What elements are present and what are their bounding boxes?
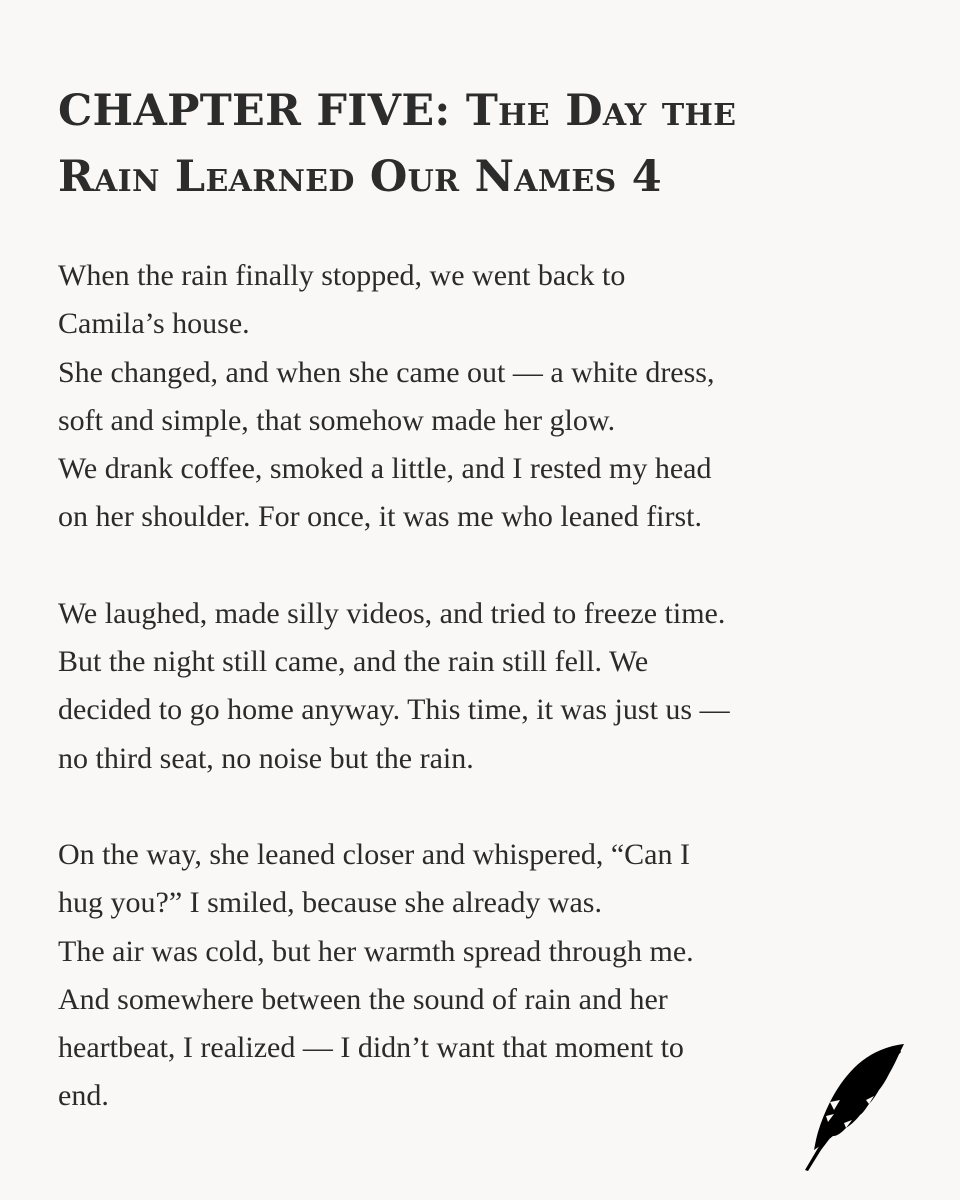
story-line: We laughed, made silly videos, and tried to freeze time. <box>58 596 726 630</box>
story-line: The air was cold, but her warmth spread through me. <box>58 934 694 968</box>
story-line: And somewhere between the sound of rain and her <box>58 982 668 1016</box>
chapter-page <box>58 78 858 1121</box>
story-line: decided to go home anyway. This time, it was just us — <box>58 693 730 727</box>
story-line: We drank coffee, smoked a little, and I rested my head <box>58 452 712 486</box>
story-line: But the night still came, and the rain still fell. We <box>58 645 649 679</box>
chapter-title-line: CHAPTER FIVE: The Day the <box>58 86 737 136</box>
story-line: on her shoulder. For once, it was me who leaned first. <box>58 500 703 534</box>
story-line: When the rain finally stopped, we went back to <box>58 259 626 292</box>
story-line: end. <box>58 1079 109 1113</box>
paragraph-gap <box>58 542 858 590</box>
story-line: heartbeat, I realized — I didn’t want that moment to <box>58 1031 684 1065</box>
story-line: On the way, she leaned closer and whispered, “Can I <box>58 837 690 871</box>
story-paragraph <box>58 252 858 542</box>
story-line: soft and simple, that somehow made her glow. <box>58 403 616 437</box>
story-line: hug you?” I smiled, because she already was. <box>58 886 602 920</box>
story-line: Camila’s house. <box>58 307 250 341</box>
paragraph-gap <box>58 783 858 831</box>
story-body <box>58 252 858 1121</box>
chapter-title <box>58 78 858 210</box>
story-paragraph <box>58 590 858 783</box>
quill-feather-icon <box>800 1040 910 1175</box>
story-line: no third seat, no noise but the rain. <box>58 741 474 775</box>
story-paragraph <box>58 831 858 1121</box>
chapter-title-line: Rain Learned Our Names 4 <box>58 152 662 202</box>
story-line: She changed, and when she came out — a white dress, <box>58 355 715 389</box>
